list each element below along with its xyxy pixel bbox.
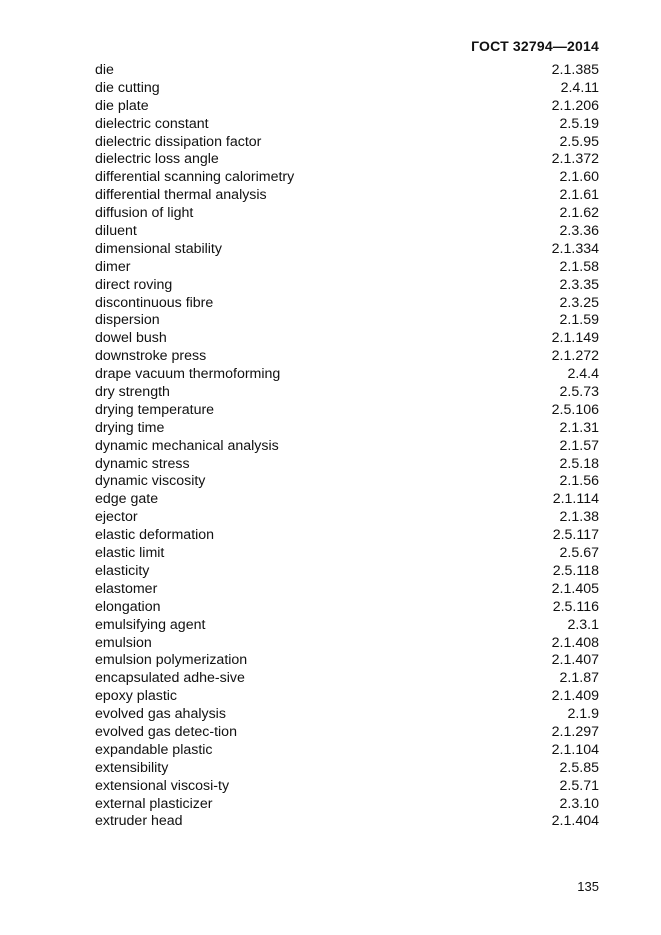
index-reference: 2.1.385 bbox=[551, 62, 599, 78]
index-reference: 2.1.372 bbox=[551, 151, 599, 168]
index-entry bbox=[95, 366, 599, 384]
index-entry bbox=[95, 134, 599, 152]
index-entry bbox=[95, 420, 599, 438]
index-reference: 2.5.117 bbox=[552, 527, 599, 544]
index-entry bbox=[95, 402, 599, 420]
index-reference: 2.5.118 bbox=[552, 562, 599, 579]
index-term: dielectric constant bbox=[95, 115, 209, 132]
index-term: dry strength bbox=[95, 384, 170, 401]
index-entry bbox=[95, 706, 599, 724]
index-reference: 2.5.18 bbox=[559, 455, 599, 472]
index-reference: 2.1.334 bbox=[551, 240, 599, 257]
index-term: dimensional stability bbox=[95, 240, 222, 257]
index-term: differential thermal analysis bbox=[95, 187, 267, 204]
index-entry bbox=[95, 116, 599, 134]
index-term: die cutting bbox=[95, 79, 160, 96]
index-term: elastic limit bbox=[95, 545, 165, 562]
index-term: extruder head bbox=[95, 813, 183, 830]
index-term: dowel bush bbox=[95, 330, 167, 347]
index-entry bbox=[95, 599, 599, 617]
index-reference: 2.5.85 bbox=[559, 759, 599, 776]
index-entry bbox=[95, 742, 599, 760]
index-term: extensional viscosi-ty bbox=[95, 777, 230, 794]
index-term: epoxy plastic bbox=[95, 688, 178, 705]
index-reference: 2.5.73 bbox=[559, 384, 599, 401]
index-reference: 2.5.106 bbox=[551, 401, 599, 418]
index-reference: 2.1.9 bbox=[567, 706, 599, 723]
index-term: evolved gas ahalysis bbox=[95, 706, 226, 723]
index-entry bbox=[95, 295, 599, 313]
index-reference: 2.1.149 bbox=[551, 330, 599, 347]
index-reference: 2.1.61 bbox=[559, 187, 599, 204]
index-entry bbox=[95, 330, 599, 348]
index-term: edge gate bbox=[95, 491, 159, 508]
index-entry bbox=[95, 509, 599, 527]
index-term: dispersion bbox=[95, 312, 160, 329]
index-reference: 2.1.60 bbox=[559, 169, 599, 186]
index-term: elasticity bbox=[95, 562, 150, 579]
index-term: expandable plastic bbox=[95, 741, 213, 758]
index-entry bbox=[95, 617, 599, 635]
index-entry bbox=[95, 169, 599, 187]
index-term: ejector bbox=[95, 509, 138, 526]
index-term: discontinuous fibre bbox=[95, 294, 214, 311]
index-entry bbox=[95, 456, 599, 474]
index-entry bbox=[95, 384, 599, 402]
index-entry bbox=[95, 348, 599, 366]
index-entry bbox=[95, 581, 599, 599]
index-reference: 2.1.56 bbox=[559, 473, 599, 490]
index-entry bbox=[95, 778, 599, 796]
index-reference: 2.1.62 bbox=[559, 205, 599, 222]
index-entry bbox=[95, 652, 599, 670]
index-reference: 2.3.25 bbox=[559, 294, 599, 311]
index-term: dynamic mechanical analysis bbox=[95, 437, 279, 454]
index-entry bbox=[95, 241, 599, 259]
page-number: 135 bbox=[577, 879, 599, 894]
index-reference: 2.5.67 bbox=[559, 545, 599, 562]
index-entry bbox=[95, 796, 599, 814]
index-entry bbox=[95, 151, 599, 169]
index-reference: 2.3.1 bbox=[567, 616, 599, 633]
index-reference: 2.1.297 bbox=[551, 723, 599, 740]
index-term: dielectric loss angle bbox=[95, 151, 219, 168]
index-term: drying time bbox=[95, 419, 165, 436]
index-reference: 2.5.116 bbox=[552, 598, 599, 615]
index-entry bbox=[95, 438, 599, 456]
document-header: ГОСТ 32794—2014 bbox=[471, 38, 599, 54]
index-term: encapsulated adhe-sive bbox=[95, 670, 245, 687]
index-reference: 2.1.408 bbox=[551, 634, 599, 651]
index-entry bbox=[95, 98, 599, 116]
index-term: extensibility bbox=[95, 759, 169, 776]
index-entry bbox=[95, 62, 599, 80]
index-term: emulsion bbox=[95, 634, 152, 651]
index-entry bbox=[95, 259, 599, 277]
index-term: dynamic stress bbox=[95, 455, 190, 472]
index-entry bbox=[95, 670, 599, 688]
index-term: drying temperature bbox=[95, 401, 215, 418]
index-entry bbox=[95, 491, 599, 509]
index-reference: 2.5.19 bbox=[559, 115, 599, 132]
index-term: evolved gas detec-tion bbox=[95, 723, 237, 740]
index-entry bbox=[95, 205, 599, 223]
term-index-list bbox=[95, 62, 599, 831]
index-term: external plasticizer bbox=[95, 795, 213, 812]
index-term: differential scanning calorimetry bbox=[95, 169, 295, 186]
index-term: emulsifying agent bbox=[95, 616, 206, 633]
index-entry bbox=[95, 635, 599, 653]
index-entry bbox=[95, 563, 599, 581]
index-reference: 2.1.59 bbox=[559, 312, 599, 329]
index-reference: 2.1.404 bbox=[551, 813, 599, 830]
index-term: die bbox=[95, 62, 114, 78]
index-entry bbox=[95, 527, 599, 545]
index-term: dielectric dissipation factor bbox=[95, 133, 262, 150]
index-term: direct roving bbox=[95, 276, 173, 293]
index-term: die plate bbox=[95, 97, 149, 114]
index-term: dynamic viscosity bbox=[95, 473, 206, 490]
index-reference: 2.1.58 bbox=[559, 258, 599, 275]
index-entry bbox=[95, 545, 599, 563]
index-entry bbox=[95, 277, 599, 295]
index-entry bbox=[95, 312, 599, 330]
index-term: emulsion polymerization bbox=[95, 652, 248, 669]
index-entry bbox=[95, 760, 599, 778]
index-term: downstroke press bbox=[95, 348, 207, 365]
index-reference: 2.1.31 bbox=[559, 419, 599, 436]
index-reference: 2.4.4 bbox=[567, 366, 599, 383]
index-reference: 2.1.104 bbox=[551, 741, 599, 758]
index-term: elongation bbox=[95, 598, 161, 615]
index-entry bbox=[95, 223, 599, 241]
index-entry bbox=[95, 724, 599, 742]
index-term: elastomer bbox=[95, 580, 158, 597]
index-term: drape vacuum thermoforming bbox=[95, 366, 281, 383]
index-reference: 2.5.71 bbox=[559, 777, 599, 794]
index-entry bbox=[95, 187, 599, 205]
index-reference: 2.1.405 bbox=[551, 580, 599, 597]
index-reference: 2.3.35 bbox=[559, 276, 599, 293]
index-reference: 2.4.11 bbox=[560, 79, 599, 96]
index-reference: 2.1.409 bbox=[551, 688, 599, 705]
index-entry bbox=[95, 80, 599, 98]
index-reference: 2.1.38 bbox=[559, 509, 599, 526]
index-entry bbox=[95, 688, 599, 706]
index-reference: 2.3.36 bbox=[559, 223, 599, 240]
index-term: diffusion of light bbox=[95, 205, 194, 222]
index-reference: 2.1.272 bbox=[551, 348, 599, 365]
index-term: elastic deformation bbox=[95, 527, 215, 544]
index-reference: 2.1.87 bbox=[559, 670, 599, 687]
index-reference: 2.5.95 bbox=[559, 133, 599, 150]
index-term: dimer bbox=[95, 258, 131, 275]
index-reference: 2.1.206 bbox=[551, 97, 599, 114]
index-entry bbox=[95, 473, 599, 491]
index-reference: 2.1.114 bbox=[552, 491, 599, 508]
index-term: diluent bbox=[95, 223, 137, 240]
index-reference: 2.1.407 bbox=[551, 652, 599, 669]
index-reference: 2.1.57 bbox=[559, 437, 599, 454]
index-entry bbox=[95, 813, 599, 831]
index-reference: 2.3.10 bbox=[559, 795, 599, 812]
